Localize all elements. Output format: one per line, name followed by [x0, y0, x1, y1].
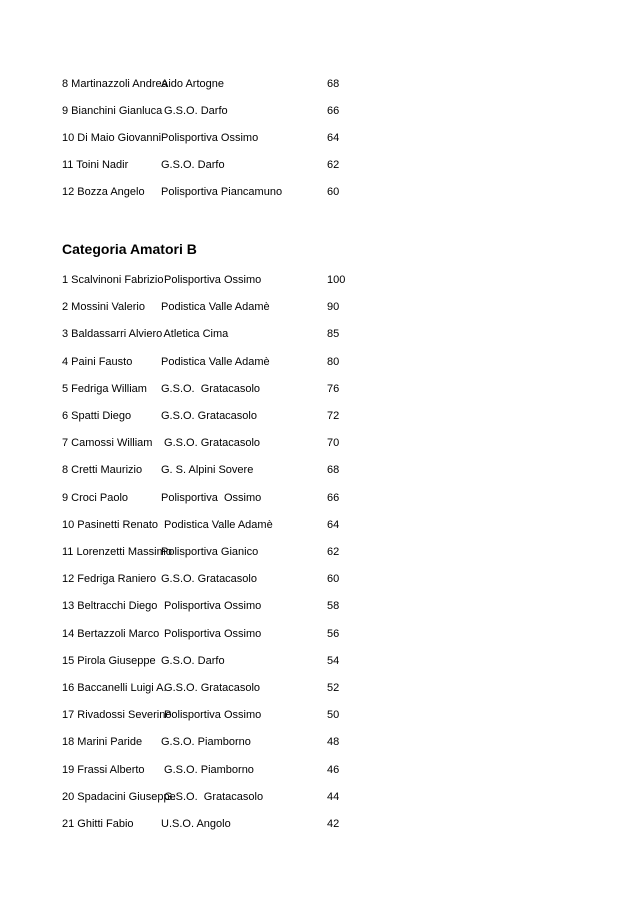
club-name: Podistica Valle Adamè	[161, 355, 270, 368]
athlete-name: 11 Lorenzetti Massimo	[62, 546, 172, 558]
club-name: G.S.O. Gratacasolo	[161, 790, 264, 803]
athlete-name: 7 Camossi William	[62, 437, 153, 450]
table-row	[62, 381, 362, 397]
table-row	[62, 789, 362, 805]
category-heading: Categoria Amatori B	[62, 241, 197, 257]
points: 64	[327, 518, 340, 531]
athlete-name: 8 Martinazzoli Andrea	[62, 78, 168, 90]
athlete-name: 21 Ghitti Fabio	[62, 818, 134, 830]
table-row	[62, 130, 362, 146]
points: 100	[327, 274, 346, 286]
points: 70	[327, 437, 340, 450]
table-row	[62, 76, 362, 92]
club-name: G.S.O. Darfo	[161, 654, 225, 667]
club-name: G.S.O. Piamborno	[161, 736, 251, 749]
table-row	[62, 734, 362, 750]
table-row	[62, 517, 362, 533]
club-name: Polisportiva Gianico	[161, 546, 259, 558]
athlete-name: 13 Beltracchi Diego	[62, 600, 158, 613]
table-row	[62, 707, 362, 723]
table-row	[62, 544, 362, 560]
club-name: G.S.O. Gratacasolo	[161, 410, 257, 422]
table-row	[62, 299, 362, 315]
athlete-name: 8 Cretti Maurizio	[62, 464, 143, 477]
club-name: Aido Artogne	[161, 78, 224, 90]
points: 85	[327, 328, 340, 341]
club-name: G.S.O. Gratacasolo	[161, 437, 261, 450]
points: 68	[327, 78, 340, 90]
points: 72	[327, 410, 340, 422]
athlete-name: 18 Marini Paride	[62, 736, 143, 749]
points: 66	[327, 105, 340, 117]
points: 68	[327, 464, 340, 477]
club-name: G.S.O. Piamborno	[161, 763, 254, 776]
table-row	[62, 354, 362, 370]
points: 56	[327, 627, 340, 640]
club-name: Polisportiva Ossimo	[161, 627, 262, 640]
club-name: Polisportiva Ossimo	[161, 132, 259, 144]
athlete-name: 9 Bianchini Gianluca	[62, 105, 163, 117]
points: 66	[327, 491, 340, 504]
table-row	[62, 462, 362, 478]
club-name: Polisportiva Ossimo	[161, 600, 262, 613]
athlete-name: 20 Spadacini Giuseppe	[62, 790, 176, 803]
table-row	[62, 157, 362, 173]
athlete-name: 10 Pasinetti Renato	[62, 518, 159, 531]
club-name: Atletica Cima	[161, 328, 229, 341]
points: 90	[327, 301, 340, 314]
table-row	[62, 272, 362, 288]
points: 48	[327, 736, 340, 749]
points: 54	[327, 654, 340, 667]
table-row	[62, 598, 362, 614]
athlete-name: 14 Bertazzoli Marco	[62, 627, 160, 640]
athlete-name: 16 Baccanelli Luigi A.	[62, 682, 167, 694]
club-name: Polisportiva Ossimo	[161, 491, 262, 504]
athlete-name: 12 Bozza Angelo	[62, 186, 145, 198]
club-name: U.S.O. Angolo	[161, 818, 231, 830]
club-name: Polisportiva Ossimo	[161, 709, 262, 722]
points: 80	[327, 355, 340, 368]
points: 62	[327, 546, 340, 558]
table-row	[62, 184, 362, 200]
points: 44	[327, 790, 340, 803]
points: 60	[327, 186, 340, 198]
points: 64	[327, 132, 340, 144]
athlete-name: 3 Baldassarri Alviero	[62, 328, 163, 341]
athlete-name: 2 Mossini Valerio	[62, 301, 145, 314]
athlete-name: 9 Croci Paolo	[62, 491, 129, 504]
club-name: G.S.O. Gratacasolo	[161, 682, 261, 694]
athlete-name: 6 Spatti Diego	[62, 410, 132, 422]
table-row	[62, 680, 362, 696]
table-row	[62, 326, 362, 342]
club-name: Podistica Valle Adamè	[161, 518, 273, 531]
points: 52	[327, 682, 340, 694]
table-row	[62, 653, 362, 669]
athlete-name: 4 Paini Fausto	[62, 355, 133, 368]
table-row	[62, 408, 362, 424]
table-row	[62, 103, 362, 119]
table-row	[62, 490, 362, 506]
athlete-name: 5 Fedriga William	[62, 382, 147, 395]
table-row	[62, 762, 362, 778]
points: 60	[327, 573, 340, 586]
table-row	[62, 816, 362, 832]
club-name: Podistica Valle Adamè	[161, 301, 270, 314]
table-row	[62, 571, 362, 587]
club-name: G.S.O. Darfo	[161, 159, 225, 171]
club-name: G.S.O. Gratacasolo	[161, 573, 257, 586]
points: 62	[327, 159, 340, 171]
points: 42	[327, 818, 340, 830]
club-name: G.S.O. Gratacasolo	[161, 382, 261, 395]
athlete-name: 10 Di Maio Giovanni	[62, 132, 162, 144]
table-row	[62, 435, 362, 451]
athlete-name: 12 Fedriga Raniero	[62, 573, 157, 586]
club-name: G.S.O. Darfo	[161, 105, 228, 117]
athlete-name: 1 Scalvinoni Fabrizio	[62, 274, 164, 286]
club-name: Polisportiva Piancamuno	[161, 186, 283, 198]
club-name: G. S. Alpini Sovere	[161, 464, 254, 477]
table-row	[62, 626, 362, 642]
athlete-name: 15 Pirola Giuseppe	[62, 654, 156, 667]
club-name: Polisportiva Ossimo	[161, 274, 262, 286]
points: 58	[327, 600, 340, 613]
athlete-name: 19 Frassi Alberto	[62, 763, 145, 776]
athlete-name: 11 Toini Nadir	[62, 159, 129, 171]
points: 76	[327, 382, 340, 395]
points: 50	[327, 709, 340, 722]
athlete-name: 17 Rivadossi Severino	[62, 709, 172, 722]
points: 46	[327, 763, 340, 776]
